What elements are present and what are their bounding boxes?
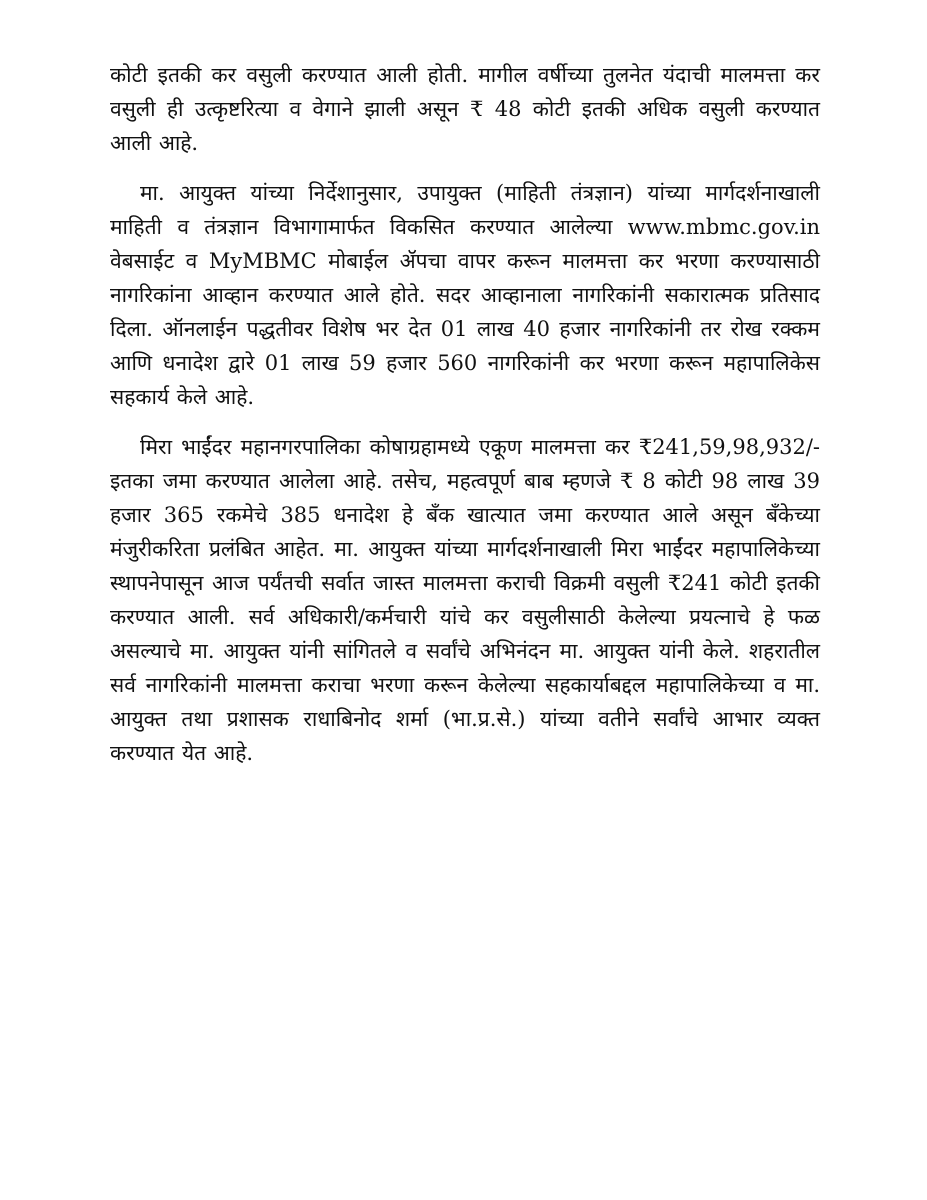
paragraph-gap (110, 414, 820, 430)
paragraph-gap (110, 160, 820, 176)
paragraph-online-payment: मा. आयुक्त यांच्या निर्देशानुसार, उपायुक्त (माहिती तंत्रज्ञान) यांच्या मार्गदर्शनाखाली माहिती व तंत्रज्ञान विभागामार्फत विकसित करण्यात आलेल्या www.mbmc.gov.in वेबसाईट व MyMBMC मोबाईल ॲपचा वापर करून मालमत्ता कर भरणा करण्यासाठी नागरिकांना आव्हान करण्यात आले होते. सदर आव्हानाला नागरिकांनी सकारात्मक प्रतिसाद दिला. ऑनलाईन पद्धतीवर विशेष भर देत 01 लाख 40 हजार नागरिकांनी तर रोख रक्कम आणि धनादेश द्वारे 01 लाख 59 हजार 560 नागरिकांनी कर भरणा करून महापालिकेस सहकार्य केले आहे. (110, 181, 820, 409)
document-page (110, 58, 820, 770)
paragraph-tax-collection-summary: मिरा भाईंदर महानगरपालिका कोषाग्रहामध्ये एकूण मालमत्ता कर ₹241,59,98,932/- इतका जमा करण्यात आलेला आहे. तसेच, महत्वपूर्ण बाब म्हणजे ₹ 8 कोटी 98 लाख 39 हजार 365 रकमेचे 385 धनादेश हे बँक खात्यात जमा करण्यात आले असून बँकेच्या मंजुरीकरिता प्रलंबित आहेत. मा. आयुक्त यांच्या मार्गदर्शनाखाली मिरा भाईंदर महापालिकेच्या स्थापनेपासून आज पर्यंतची सर्वात जास्त मालमत्ता कराची विक्रमी वसुली ₹241 कोटी इतकी करण्यात आली. सर्व अधिकारी/कर्मचारी यांचे कर वसुलीसाठी केलेल्या प्रयत्नाचे हे फळ असल्याचे मा. आयुक्त यांनी सांगितले व सर्वांचे अभिनंदन मा. आयुक्त यांनी केले. शहरातील सर्व नागरिकांनी मालमत्ता कराचा भरणा करून केलेल्या सहकार्याबद्दल महापालिकेच्या व मा. आयुक्त तथा प्रशासक राधाबिनोद शर्मा (भा.प्र.से.) यांच्या वतीने सर्वांचे आभार व्यक्त करण्यात येत आहे. (110, 435, 820, 765)
paragraph-continuation: कोटी इतकी कर वसुली करण्यात आली होती. मागील वर्षीच्या तुलनेत यंदाची मालमत्ता कर वसुली ही उत्कृष्टरित्या व वेगाने झाली असून ₹ 48 कोटी इतकी अधिक वसुली करण्यात आली आहे. (110, 63, 820, 155)
